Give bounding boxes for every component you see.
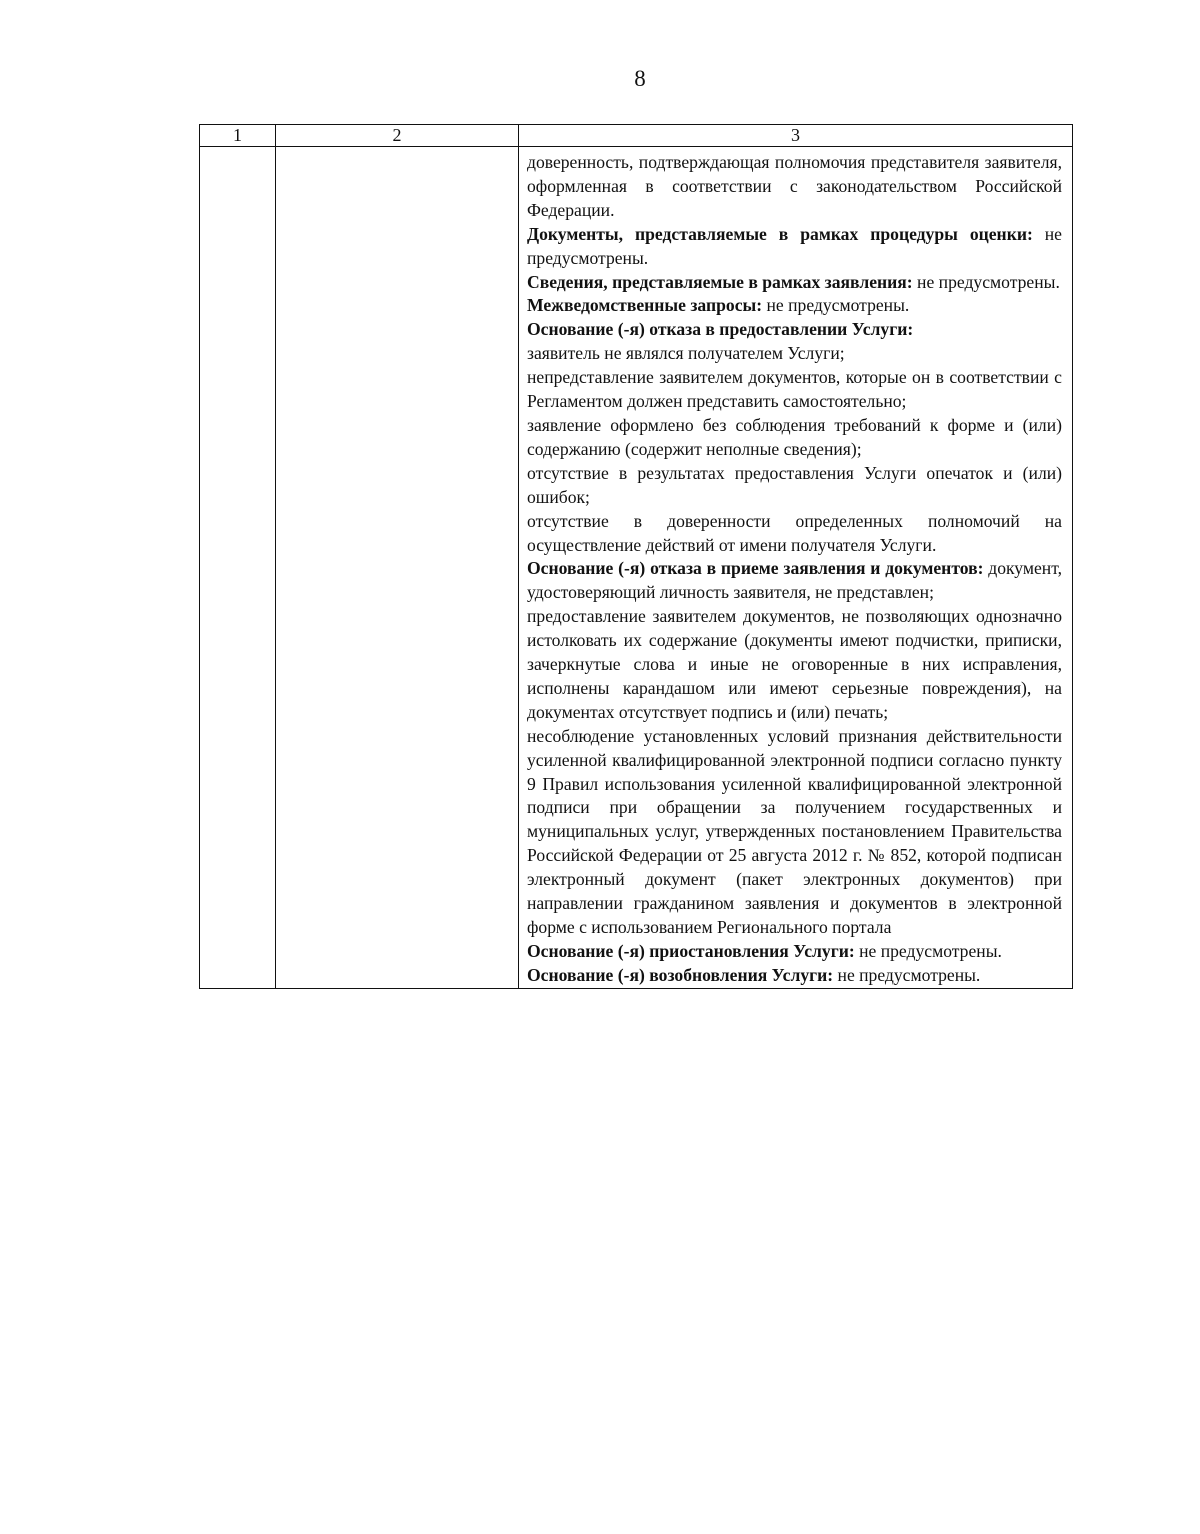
column-3-content bbox=[519, 147, 1072, 988]
document-table bbox=[199, 124, 1073, 989]
bold-heading: Межведомственные запросы: bbox=[527, 295, 763, 316]
bold-heading: Основание (-я) возобновления Услуги: bbox=[527, 964, 834, 985]
paragraph bbox=[527, 223, 1062, 271]
cell-column-1 bbox=[200, 147, 276, 989]
paragraph: отсутствие в доверенности определенных полномочий на осуществление действий от имени получателя Услуги. bbox=[527, 510, 1062, 555]
paragraph-text: документ, удостоверяющий личность заявителя, не представлен; bbox=[527, 558, 1062, 603]
paragraph: доверенность, подтверждающая полномочия представителя заявителя, оформленная в соответствии с законодательством Российской Федерации. bbox=[527, 152, 1062, 220]
paragraph: заявление оформлено без соблюдения требований к форме и (или) содержанию (содержит неполные сведения); bbox=[527, 414, 1062, 459]
paragraph-text: не предусмотрены. bbox=[527, 223, 1062, 268]
bold-heading: Основание (-я) отказа в предоставлении Услуги: bbox=[527, 319, 914, 340]
paragraph: несоблюдение установленных условий признания действительности усиленной квалифицированной электронной подписи согласно пункту 9 Правил использования усиленной квалифицированной электронной подписи при обращении за получением государственных и муниципальных услуг, утвержденных постановлением Правительства Российской Федерации от 25 августа 2012 г. № 852, которой подписан электронный документ (пакет электронных документов) при направлении гражданином заявления и документов в электронной форме с использованием Регионального портала bbox=[527, 725, 1062, 937]
paragraph bbox=[527, 964, 1062, 988]
bold-heading: Основание (-я) приостановления Услуги: bbox=[527, 940, 855, 961]
paragraph bbox=[527, 557, 1062, 605]
bold-heading: Документы, представляемые в рамках процедуры оценки: bbox=[527, 223, 1033, 244]
cell-column-3 bbox=[519, 147, 1073, 989]
paragraph bbox=[527, 940, 1062, 964]
paragraph bbox=[527, 294, 1062, 318]
paragraph: заявитель не являлся получателем Услуги; bbox=[527, 343, 845, 364]
table-row bbox=[200, 147, 1073, 989]
bold-heading: Сведения, представляемые в рамках заявления: bbox=[527, 271, 913, 292]
column-header-2: 2 bbox=[276, 125, 519, 147]
paragraph: непредставление заявителем документов, которые он в соответствии с Регламентом должен представить самостоятельно; bbox=[527, 367, 1062, 412]
column-header-1: 1 bbox=[200, 125, 276, 147]
paragraph: отсутствие в результатах предоставления Услуги опечаток и (или) ошибок; bbox=[527, 462, 1062, 507]
paragraph-text: не предусмотрены. bbox=[762, 295, 910, 316]
paragraph-text: не предусмотрены. bbox=[912, 271, 1060, 292]
paragraph-text: не предусмотрены. bbox=[854, 940, 1002, 961]
paragraph: предоставление заявителем документов, не позволяющих однозначно истолковать их содержание (документы имеют подчистки, приписки, зачеркнутые слова и иные не оговоренные в них исправления, исполнены карандашом или имеют серьезные повреждения), на документах отсутствует подпись и (или) печать; bbox=[527, 606, 1062, 722]
column-header-3: 3 bbox=[519, 125, 1073, 147]
cell-column-2 bbox=[276, 147, 519, 989]
bold-heading: Основание (-я) отказа в приеме заявления и документов: bbox=[527, 558, 984, 579]
paragraph-text: не предусмотрены. bbox=[833, 964, 981, 985]
paragraph bbox=[527, 318, 1062, 342]
table-header-row bbox=[200, 125, 1073, 147]
paragraph bbox=[527, 271, 1062, 295]
page-number: 8 bbox=[634, 66, 646, 91]
